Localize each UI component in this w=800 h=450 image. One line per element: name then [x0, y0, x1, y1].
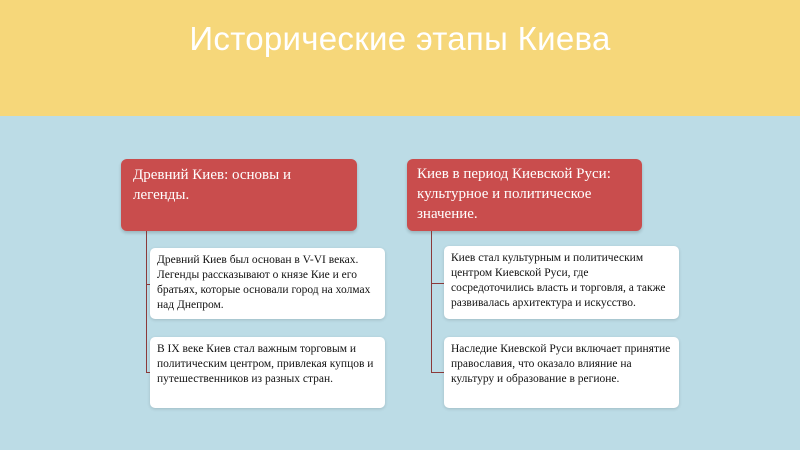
branch-heading-ancient-kyiv: Древний Киев: основы и легенды.	[121, 159, 357, 231]
connector-tick-right-2	[431, 372, 444, 373]
title-banner	[0, 0, 800, 116]
slide-title: Исторические этапы Киева	[189, 20, 611, 57]
connector-line-right	[431, 231, 432, 373]
branch-heading-kievan-rus: Киев в период Киевской Руси: культурное и политическое значение.	[407, 159, 642, 231]
branch-item-card: Киев стал культурным и политическим центром Киевской Руси, где сосредоточились власть и торговля, а также развивалась архитектура и искусство.	[444, 246, 679, 319]
connector-tick-right-1	[431, 283, 444, 284]
branch-item-card: В IX веке Киев стал важным торговым и политическим центром, привлекая купцов и путешественников из разных стран.	[150, 337, 385, 408]
connector-line-left	[146, 231, 147, 373]
branch-item-card: Наследие Киевской Руси включает принятие православия, что оказало влияние на культуру и образование в регионе.	[444, 337, 679, 408]
branch-item-card: Древний Киев был основан в V-VI веках. Легенды рассказывают о князе Кие и его братьях, которые основали город на холмах над Днепром.	[150, 248, 385, 319]
